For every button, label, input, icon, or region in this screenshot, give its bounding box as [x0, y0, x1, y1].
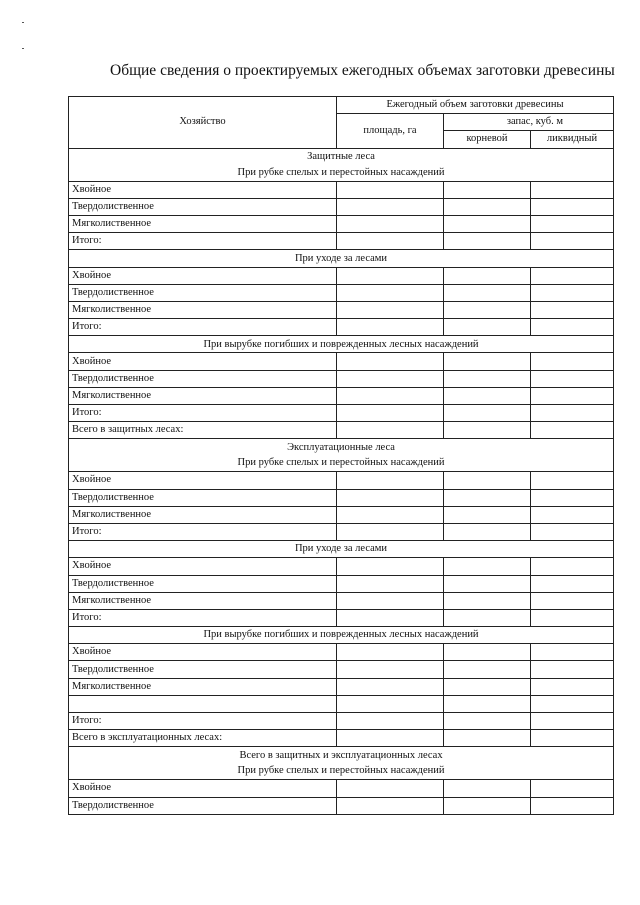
liquid-cell: [531, 353, 614, 370]
liquid-cell: [531, 489, 614, 506]
section-heading: [69, 439, 614, 472]
row-label: Итого:: [69, 609, 337, 626]
section-title: При вырубке погибших и поврежденных лесных насаждений: [203, 629, 479, 641]
section-title: При вырубке погибших и поврежденных лесных насаждений: [203, 338, 479, 350]
table-row: [69, 489, 614, 506]
section-heading: [69, 336, 614, 353]
liquid-cell: [531, 558, 614, 575]
area-cell: [337, 472, 444, 489]
table-row: [69, 198, 614, 215]
table-row: [69, 797, 614, 814]
root-cell: [444, 797, 531, 814]
table-row: [69, 370, 614, 387]
root-cell: [444, 472, 531, 489]
section-row: [69, 250, 614, 267]
root-cell: [444, 730, 531, 747]
section-heading: [69, 627, 614, 644]
root-cell: [444, 489, 531, 506]
area-cell: [337, 215, 444, 232]
row-label: Мягколиственное: [69, 506, 337, 523]
row-label: Итого:: [69, 319, 337, 336]
root-cell: [444, 233, 531, 250]
area-cell: [337, 780, 444, 797]
area-cell: [337, 730, 444, 747]
root-cell: [444, 370, 531, 387]
row-label: Хвойное: [69, 472, 337, 489]
root-cell: [444, 780, 531, 797]
area-cell: [337, 353, 444, 370]
liquid-cell: [531, 405, 614, 422]
row-label: Хвойное: [69, 267, 337, 284]
root-cell: [444, 644, 531, 661]
root-cell: [444, 713, 531, 730]
root-cell: [444, 422, 531, 439]
liquid-cell: [531, 506, 614, 523]
section-row: [69, 541, 614, 558]
area-cell: [337, 678, 444, 695]
area-cell: [337, 233, 444, 250]
scan-mark: [22, 22, 24, 23]
liquid-cell: [531, 780, 614, 797]
root-cell: [444, 506, 531, 523]
area-cell: [337, 592, 444, 609]
row-label: Хвойное: [69, 644, 337, 661]
root-cell: [444, 319, 531, 336]
row-label: Всего в эксплуатационных лесах:: [69, 730, 337, 747]
area-cell: [337, 198, 444, 215]
area-cell: [337, 523, 444, 540]
liquid-cell: [531, 422, 614, 439]
table-header: [69, 97, 614, 149]
area-cell: [337, 506, 444, 523]
row-label: Хвойное: [69, 558, 337, 575]
root-cell: [444, 695, 531, 712]
row-label: Мягколиственное: [69, 301, 337, 318]
row-label: Мягколиственное: [69, 387, 337, 404]
section-title: Защитные леса: [307, 151, 375, 163]
table-row: [69, 215, 614, 232]
liquid-cell: [531, 661, 614, 678]
row-label: Итого:: [69, 523, 337, 540]
area-cell: [337, 387, 444, 404]
row-label: Твердолиственное: [69, 370, 337, 387]
liquid-cell: [531, 198, 614, 215]
section-title: При уходе за лесами: [294, 252, 388, 264]
area-cell: [337, 489, 444, 506]
row-label: Итого:: [69, 713, 337, 730]
row-label: Мягколиственное: [69, 592, 337, 609]
liquid-cell: [531, 644, 614, 661]
liquid-cell: [531, 678, 614, 695]
row-label: Твердолиственное: [69, 284, 337, 301]
row-label: Всего в защитных лесах:: [69, 422, 337, 439]
header-root: корневой: [444, 131, 531, 148]
section-heading: [69, 747, 614, 780]
table-row: [69, 575, 614, 592]
root-cell: [444, 523, 531, 540]
row-label: Мягколиственное: [69, 215, 337, 232]
root-cell: [444, 678, 531, 695]
table-row: [69, 592, 614, 609]
table-row: [69, 181, 614, 198]
table-row: [69, 233, 614, 250]
row-label: Мягколиственное: [69, 678, 337, 695]
section-subtitle: При рубке спелых и перестойных насаждений: [237, 765, 445, 777]
table-row: [69, 609, 614, 626]
section-heading: [69, 250, 614, 267]
table-row: [69, 730, 614, 747]
table-row: [69, 405, 614, 422]
liquid-cell: [531, 370, 614, 387]
area-cell: [337, 575, 444, 592]
table-row: [69, 713, 614, 730]
table-row: [69, 523, 614, 540]
root-cell: [444, 301, 531, 318]
table-row: [69, 695, 614, 712]
row-label: Твердолиственное: [69, 489, 337, 506]
header-area: площадь, га: [337, 114, 444, 148]
table-row: [69, 644, 614, 661]
area-cell: [337, 713, 444, 730]
area-cell: [337, 797, 444, 814]
root-cell: [444, 198, 531, 215]
header-farm: Хозяйство: [69, 97, 337, 149]
row-label: Твердолиственное: [69, 797, 337, 814]
table-row: [69, 284, 614, 301]
liquid-cell: [531, 695, 614, 712]
table-row: [69, 661, 614, 678]
root-cell: [444, 575, 531, 592]
section-row: [69, 148, 614, 181]
root-cell: [444, 387, 531, 404]
area-cell: [337, 284, 444, 301]
root-cell: [444, 353, 531, 370]
page-title: Общие сведения о проектируемых ежегодных объемах заготовки древесины: [110, 62, 615, 79]
header-stock: запас, куб. м: [444, 114, 614, 131]
section-row: [69, 336, 614, 353]
root-cell: [444, 661, 531, 678]
root-cell: [444, 267, 531, 284]
table-row: [69, 353, 614, 370]
table-row: [69, 678, 614, 695]
table-row: [69, 472, 614, 489]
section-row: [69, 439, 614, 472]
area-cell: [337, 661, 444, 678]
liquid-cell: [531, 575, 614, 592]
liquid-cell: [531, 284, 614, 301]
row-label: [69, 695, 337, 712]
section-heading: [69, 148, 614, 181]
table-row: [69, 422, 614, 439]
header-annual-volume: Ежегодный объем заготовки древесины: [337, 97, 614, 114]
row-label: Твердолиственное: [69, 198, 337, 215]
liquid-cell: [531, 319, 614, 336]
area-cell: [337, 267, 444, 284]
area-cell: [337, 301, 444, 318]
row-label: Хвойное: [69, 181, 337, 198]
liquid-cell: [531, 387, 614, 404]
header-liquid: ликвидный: [531, 131, 614, 148]
section-subtitle: При рубке спелых и перестойных насаждений: [237, 166, 445, 178]
root-cell: [444, 284, 531, 301]
liquid-cell: [531, 233, 614, 250]
table-row: [69, 267, 614, 284]
row-label: Итого:: [69, 233, 337, 250]
row-label: Твердолиственное: [69, 575, 337, 592]
area-cell: [337, 319, 444, 336]
table-row: [69, 301, 614, 318]
area-cell: [337, 181, 444, 198]
liquid-cell: [531, 215, 614, 232]
liquid-cell: [531, 797, 614, 814]
area-cell: [337, 644, 444, 661]
liquid-cell: [531, 181, 614, 198]
section-title: Всего в защитных и эксплуатационных лесах: [239, 749, 443, 761]
table-row: [69, 387, 614, 404]
root-cell: [444, 181, 531, 198]
area-cell: [337, 558, 444, 575]
liquid-cell: [531, 472, 614, 489]
row-label: Хвойное: [69, 353, 337, 370]
root-cell: [444, 405, 531, 422]
area-cell: [337, 609, 444, 626]
root-cell: [444, 558, 531, 575]
liquid-cell: [531, 609, 614, 626]
area-cell: [337, 370, 444, 387]
liquid-cell: [531, 267, 614, 284]
table-body: [69, 148, 614, 814]
area-cell: [337, 405, 444, 422]
section-row: [69, 627, 614, 644]
table-row: [69, 780, 614, 797]
table-row: [69, 506, 614, 523]
table-row: [69, 558, 614, 575]
liquid-cell: [531, 730, 614, 747]
section-heading: [69, 541, 614, 558]
section-subtitle: При рубке спелых и перестойных насаждений: [237, 457, 445, 469]
liquid-cell: [531, 523, 614, 540]
root-cell: [444, 215, 531, 232]
root-cell: [444, 609, 531, 626]
table-row: [69, 319, 614, 336]
volume-table: [68, 96, 614, 815]
row-label: Итого:: [69, 405, 337, 422]
section-title: При уходе за лесами: [294, 543, 388, 555]
liquid-cell: [531, 301, 614, 318]
liquid-cell: [531, 592, 614, 609]
section-title: Эксплуатационные леса: [287, 441, 395, 453]
area-cell: [337, 422, 444, 439]
root-cell: [444, 592, 531, 609]
section-row: [69, 747, 614, 780]
area-cell: [337, 695, 444, 712]
liquid-cell: [531, 713, 614, 730]
scan-mark: [22, 48, 24, 49]
row-label: Хвойное: [69, 780, 337, 797]
row-label: Твердолиственное: [69, 661, 337, 678]
